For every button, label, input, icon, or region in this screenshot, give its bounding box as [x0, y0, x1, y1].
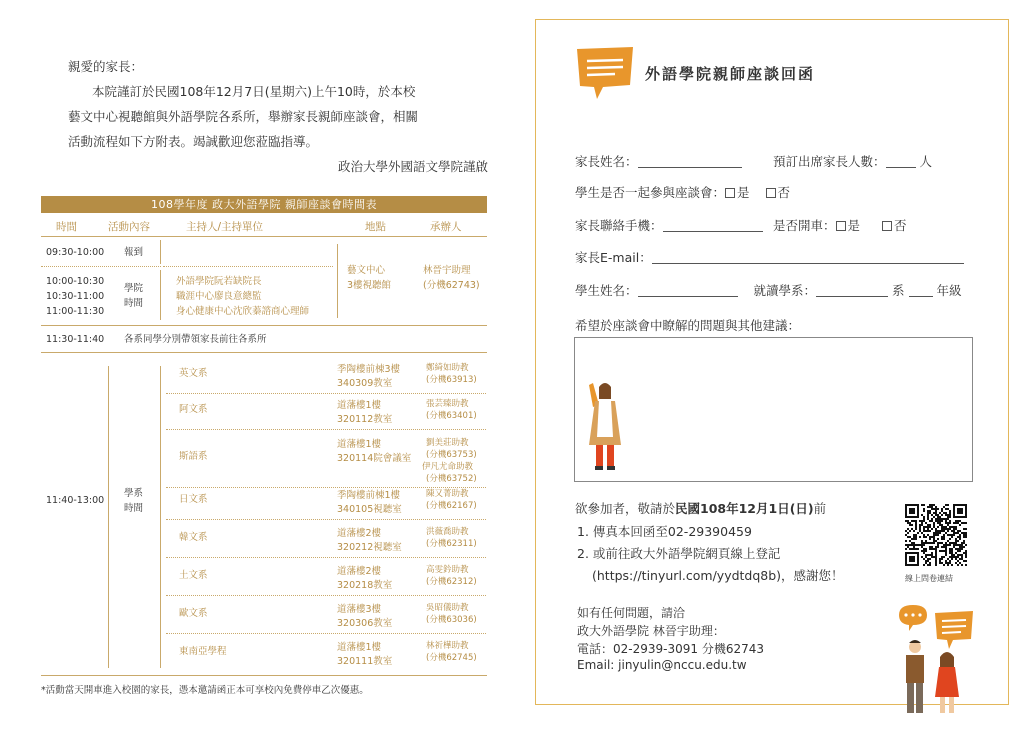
- row1-activity: 報到: [124, 247, 144, 258]
- department-contact-1: 鄭綺如助教: [426, 363, 469, 373]
- speech-bubble-icon: [575, 45, 637, 101]
- department-contact-2: (分機62745): [426, 653, 477, 663]
- option-url[interactable]: (https://tinyurl.com/yydtdq8b)，感謝您！: [592, 568, 844, 583]
- department-contact-1: 洪薇喬助教: [426, 527, 469, 537]
- department-divider: [166, 429, 486, 430]
- phone-label: 家長聯絡手機：: [575, 218, 663, 233]
- department-name: 日文系: [179, 494, 208, 505]
- waving-woman-illustration: [583, 377, 627, 477]
- attendees-label: 預訂出席家長人數：: [773, 154, 886, 169]
- drive-yes-checkbox[interactable]: [836, 221, 846, 231]
- header-time: 時間: [56, 221, 77, 233]
- dept-label: 就讀學系：: [753, 283, 817, 298]
- header-activity: 活動內容: [108, 221, 150, 233]
- email-label: 家長E-mail：: [575, 250, 652, 265]
- department-location-2: 320111教室: [337, 656, 393, 667]
- department-contact-2: (分機63753): [426, 450, 477, 460]
- row3-rule: [41, 352, 487, 353]
- contact-phone: 電話：02-2939-3091 分機62743: [577, 642, 764, 656]
- row1-divider: [160, 240, 161, 264]
- department-location-1: 道藩樓1樓: [337, 642, 382, 653]
- department-name: 歐文系: [179, 608, 208, 619]
- drive-no-checkbox[interactable]: [882, 221, 892, 231]
- contact-intro: 如有任何問題，請洽: [577, 606, 686, 620]
- table-rule: [41, 236, 487, 237]
- register-deadline: [575, 499, 826, 517]
- row2-time-2: 10:30-11:00: [46, 291, 105, 302]
- department-contact-2: (分機63913): [426, 375, 477, 385]
- department-location-1: 道藩樓2樓: [337, 566, 382, 577]
- dept-unit: 系: [892, 283, 905, 298]
- department-contact-4: (分機63752): [426, 474, 477, 484]
- suggestion-label: 希望於座談會中瞭解的問題與其他建議：: [575, 318, 801, 333]
- header-location: 地點: [365, 221, 386, 233]
- row2-activity-1: 學院: [124, 283, 144, 294]
- qr-code-icon[interactable]: [905, 504, 967, 566]
- row2-time-3: 11:00-11:30: [46, 306, 105, 317]
- attendees-field[interactable]: [886, 155, 916, 168]
- department-name: 韓文系: [179, 532, 208, 543]
- department-location-1: 道藩樓2樓: [337, 528, 382, 539]
- department-contact-2: (分機62311): [426, 539, 477, 549]
- row2-contact-1: 林晉宇助理: [423, 265, 471, 276]
- header-contact: 承辦人: [430, 221, 462, 233]
- option-fax: 1. 傳真本回函至02-29390459: [577, 524, 752, 539]
- grade-field[interactable]: [909, 284, 933, 297]
- student-join-yes-label: 是: [737, 185, 750, 200]
- row1-dots: [41, 266, 161, 267]
- drive-no-label: 否: [894, 218, 907, 233]
- row4-divider-activity: [160, 366, 161, 668]
- qr-label: 線上問卷連結: [905, 574, 953, 583]
- department-location-2: 320306教室: [337, 618, 393, 629]
- row4-divider-time: [108, 366, 109, 668]
- department-name: 英文系: [179, 368, 208, 379]
- letter-line-3: 活動流程如下方附表。竭誠歡迎您蒞臨指導。: [68, 134, 319, 149]
- department-contact-2: (分機62167): [426, 501, 477, 511]
- student-row: [575, 281, 962, 299]
- email-row: [575, 248, 964, 266]
- drive-yes-label: 是: [847, 218, 861, 233]
- parent-name-label: 家長姓名：: [575, 154, 638, 169]
- department-name: 東南亞學程: [179, 646, 227, 657]
- row4-time: 11:40-13:00: [46, 495, 105, 506]
- drive-label: 是否開車：: [773, 218, 836, 233]
- department-name: 斯語系: [179, 451, 208, 462]
- row3-activity: 各系同學分別帶領家長前往各系所: [124, 334, 267, 345]
- dept-field[interactable]: [816, 284, 888, 297]
- letter-greeting: 親愛的家長：: [68, 59, 144, 74]
- row1-dots-host: [163, 266, 333, 267]
- department-contact-2: (分機63401): [426, 411, 477, 421]
- department-divider: [166, 393, 486, 394]
- letter-line-2: 藝文中心視聽館與外語學院各系所，舉辦家長親師座談會，相關: [68, 109, 419, 124]
- department-name: 土文系: [179, 570, 208, 581]
- department-divider: [166, 633, 486, 634]
- row2-divider-loc: [337, 244, 338, 318]
- department-location-1: 季陶樓前棟1樓: [337, 490, 401, 501]
- parent-name-row: [575, 152, 742, 170]
- department-contact-3: 伊凡尤命助教: [422, 462, 474, 472]
- row2-divider: [160, 270, 161, 320]
- row2-activity-2: 時間: [124, 298, 144, 309]
- department-contact-2: (分機63036): [426, 615, 477, 625]
- student-name-label: 學生姓名：: [575, 283, 638, 298]
- row1-time: 09:30-10:00: [46, 247, 105, 258]
- row3-time: 11:30-11:40: [46, 334, 105, 345]
- attendees-row: [773, 152, 932, 170]
- department-location-1: 季陶樓前棟3樓: [337, 364, 401, 375]
- department-divider: [166, 519, 486, 520]
- suggestion-box[interactable]: [574, 337, 973, 482]
- student-join-yes-checkbox[interactable]: [725, 188, 735, 198]
- department-contact-1: 吳昭儀助教: [426, 603, 469, 613]
- parent-name-field[interactable]: [638, 155, 742, 168]
- department-divider: [166, 557, 486, 558]
- phone-row: [575, 216, 763, 234]
- department-divider: [166, 595, 486, 596]
- grade-unit: 年級: [936, 283, 962, 298]
- department-location-1: 道藩樓1樓: [337, 400, 382, 411]
- letter-signature: 政治大學外國語文學院謹啟: [337, 159, 488, 174]
- attendees-unit: 人: [919, 154, 933, 169]
- register-text-1: 欲參加者，敬請於: [575, 501, 676, 516]
- row2-time-1: 10:00-10:30: [46, 276, 105, 287]
- student-join-row: [575, 183, 790, 201]
- schedule-title: 108學年度 政大外語學院 親師座談會時間表: [41, 196, 487, 213]
- parking-footnote: *活動當天開車進入校園的家長，憑本邀請函正本可享校內免費停車乙次優惠。: [41, 685, 369, 696]
- drive-row: [773, 216, 907, 234]
- department-name: 阿文系: [179, 404, 208, 415]
- invitation-letter: [68, 54, 488, 179]
- department-contact-2: (分機62312): [426, 577, 477, 587]
- department-location-2: 340105視聽室: [337, 504, 402, 515]
- form-title: 外語學院親師座談回函: [645, 65, 816, 83]
- table-bottom-rule: [41, 675, 487, 676]
- row2-contact-2: (分機62743): [423, 280, 480, 291]
- talking-family-illustration: [895, 603, 981, 719]
- department-location-1: 道藩樓3樓: [337, 604, 382, 615]
- department-location-1: 道藩樓1樓: [337, 439, 382, 450]
- email-field[interactable]: [652, 251, 964, 264]
- register-text-3: 前: [813, 501, 827, 516]
- row2-location-2: 3樓視聽館: [347, 280, 392, 291]
- department-location-2: 320112教室: [337, 414, 393, 425]
- department-contact-1: 高雯鈐助教: [426, 565, 469, 575]
- student-join-label: 學生是否一起參與座談會：: [575, 185, 726, 200]
- student-join-no-label: 否: [777, 185, 791, 200]
- phone-field[interactable]: [663, 219, 763, 232]
- row2-host-3: 身心健康中心沈欣蓁諮商心理師: [176, 306, 310, 317]
- department-location-2: 320218教室: [337, 580, 393, 591]
- contact-name: 政大外語學院 林晉宇助理：: [577, 624, 725, 638]
- row2-location-1: 藝文中心: [347, 265, 386, 276]
- department-contact-1: 林祈樺助教: [426, 641, 469, 651]
- row4-activity-1: 學系: [124, 488, 144, 499]
- department-contact-1: 張芸臻助教: [426, 399, 469, 409]
- student-name-field[interactable]: [638, 284, 738, 297]
- header-host: 主持人/主持單位: [186, 221, 264, 233]
- option-online: 2. 或前往政大外語學院網頁線上登記: [577, 546, 781, 561]
- department-contact-1: 陳又菁助教: [426, 489, 469, 499]
- department-rows: [166, 355, 486, 675]
- department-location-2: 320212視聽室: [337, 542, 402, 553]
- department-location-2: 320114院會議室: [337, 453, 412, 464]
- department-contact-1: 劉美莊助教: [426, 438, 469, 448]
- department-location-2: 340309教室: [337, 378, 393, 389]
- student-join-no-checkbox[interactable]: [766, 188, 776, 198]
- row2-rule: [41, 325, 487, 326]
- letter-line-1: 本院謹訂於民國108年12月7日(星期六)上午10時，於本校: [92, 84, 416, 99]
- row4-activity-2: 時間: [124, 503, 144, 514]
- contact-email[interactable]: Email: jinyulin@nccu.edu.tw: [577, 658, 747, 672]
- register-date: 民國108年12月1日(日): [675, 501, 814, 516]
- row2-host-1: 外語學院阮若缺院長: [176, 276, 262, 287]
- row2-host-2: 職涯中心廖良意總監: [176, 291, 262, 302]
